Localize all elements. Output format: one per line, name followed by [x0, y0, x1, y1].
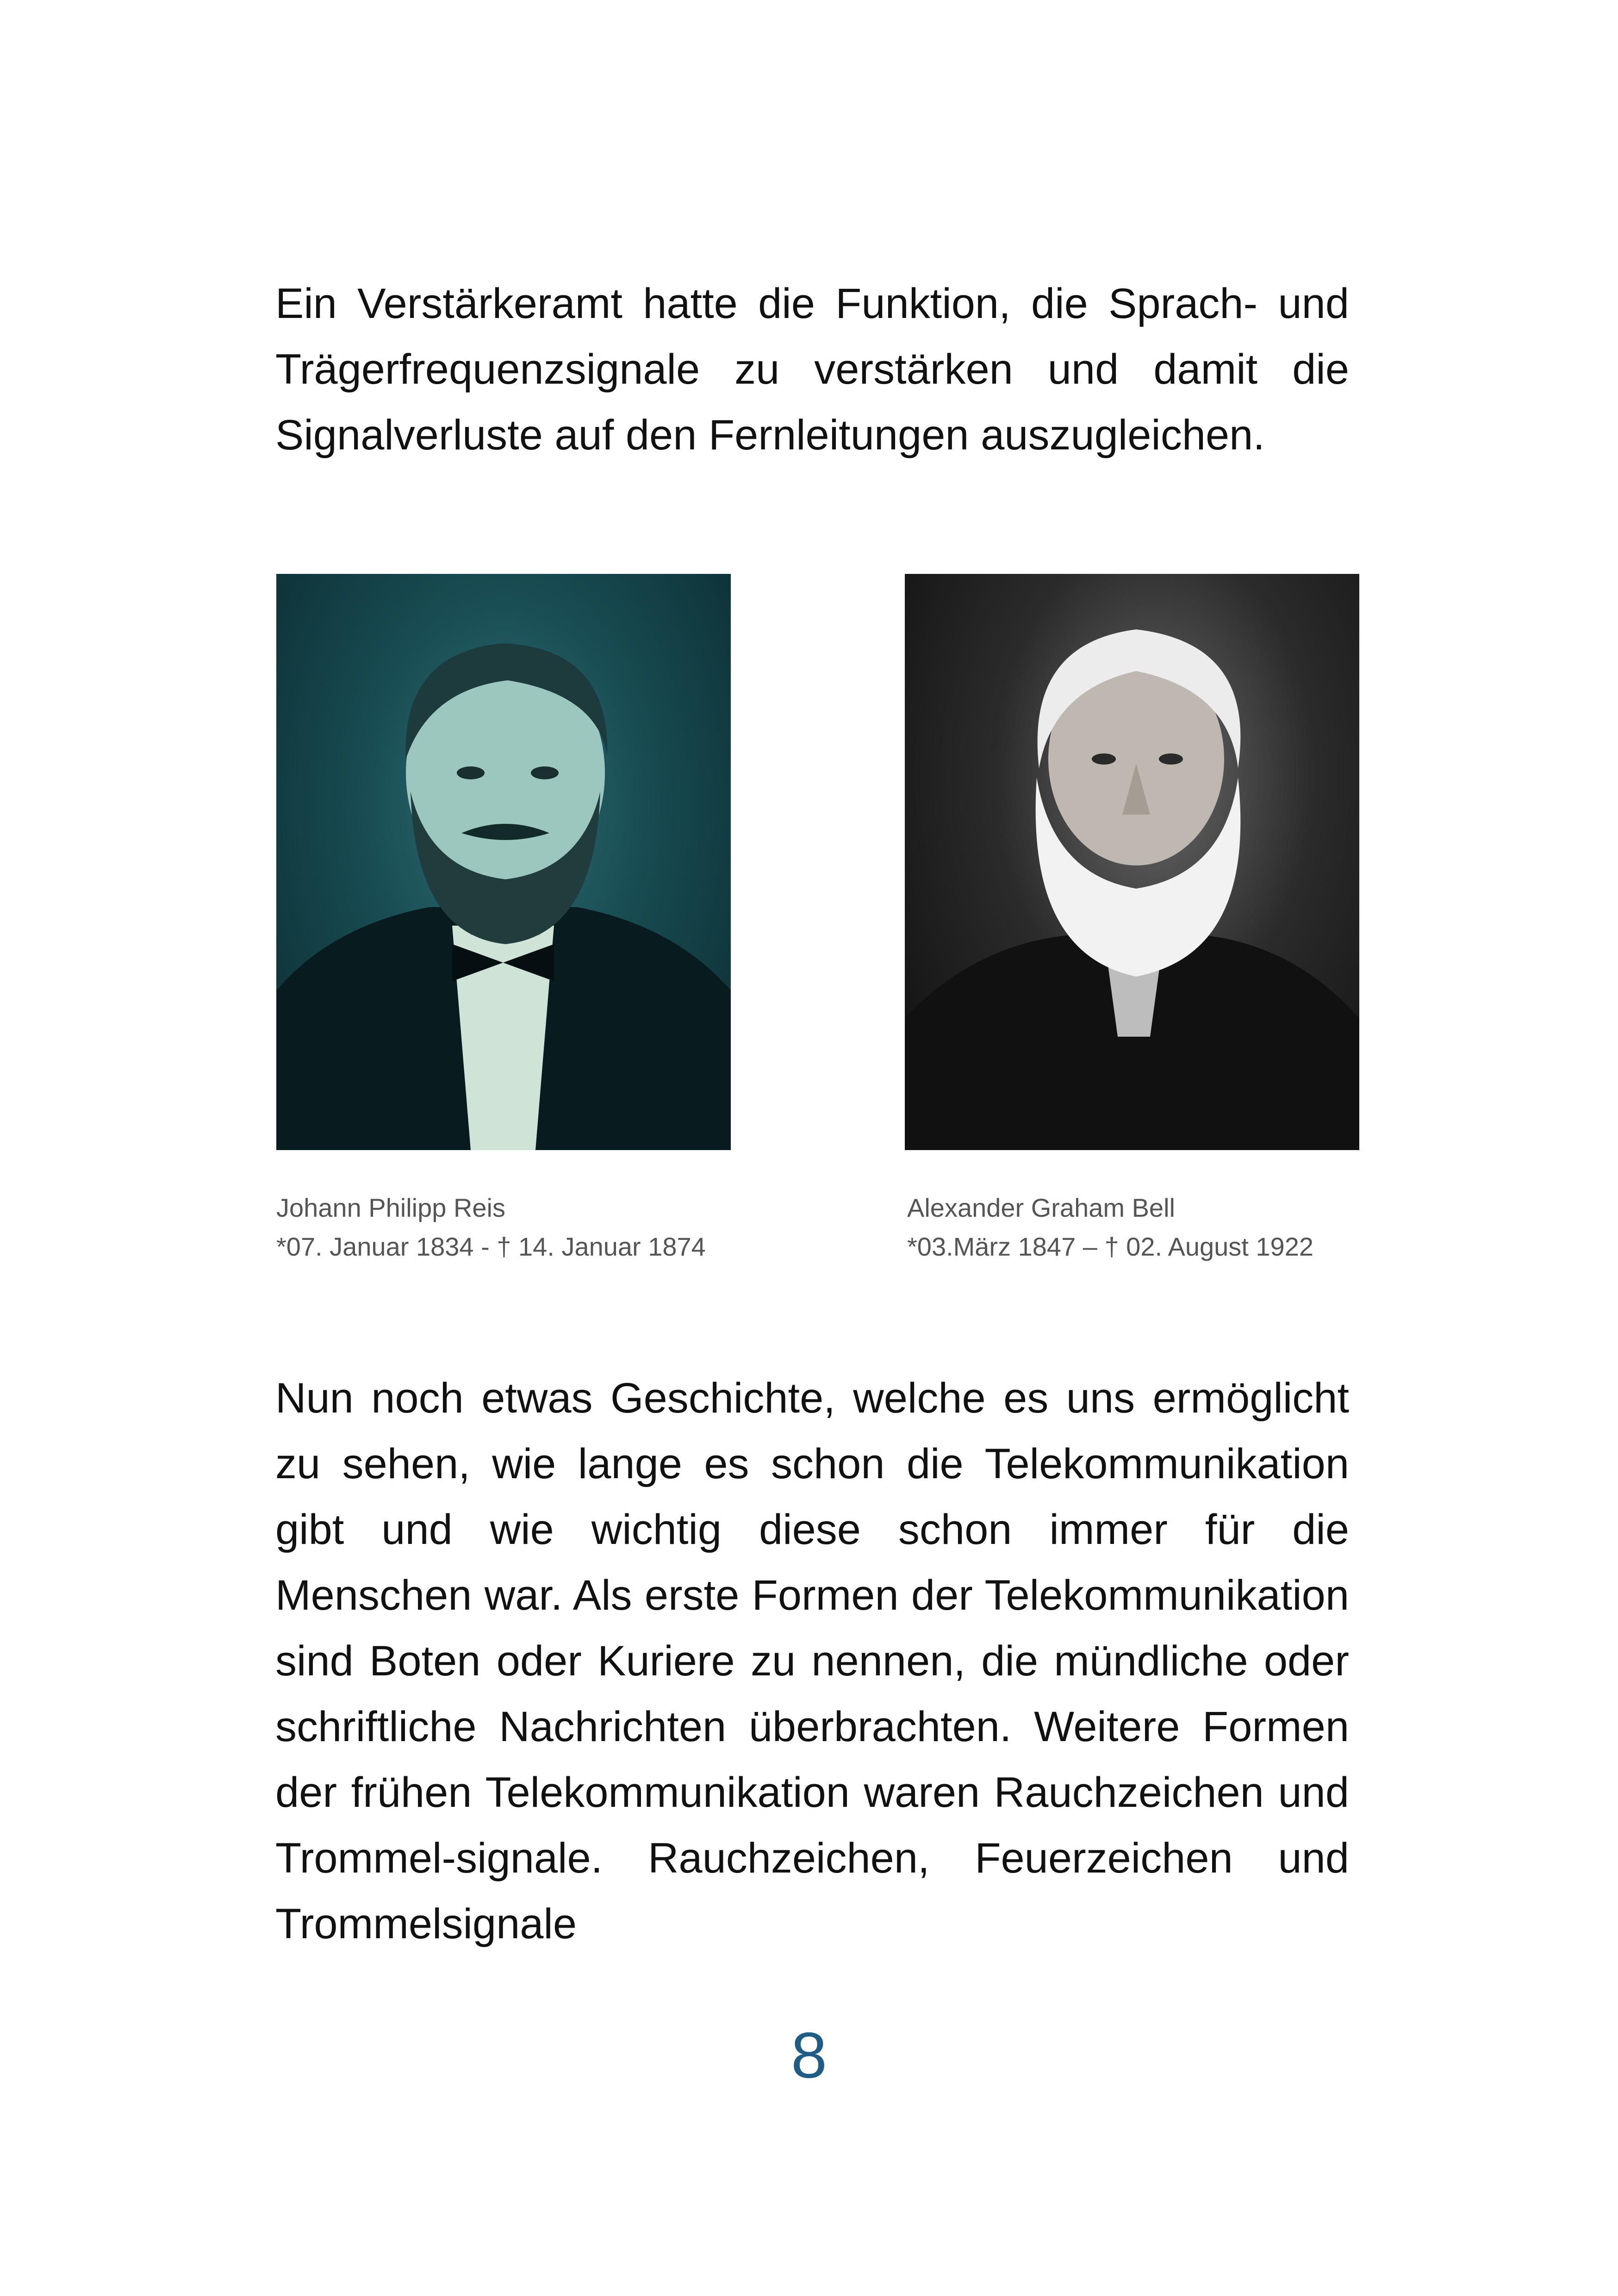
portrait-bell-illustration — [905, 574, 1359, 1150]
caption-bell-name: Alexander Graham Bell — [907, 1193, 1175, 1222]
caption-reis-name: Johann Philipp Reis — [276, 1193, 505, 1222]
page-number: 8 — [791, 2019, 827, 2091]
paragraph-bottom: Nun noch etwas Geschichte, welche es uns ermöglicht zu sehen, wie lange es schon die Telekommunikation gibt und wie wichtig diese schon immer für die Menschen war. Als erste Formen der Telekommunikation sind Boten oder Kuriere zu nennen, die mündliche oder schriftliche Nachrichten überbrachten. Weitere Formen der frühen Telekommunikation waren Rauchzeichen und Trommel-signale. Rauchzeichen, Feuerzeichen und Trommelsignale — [275, 1375, 1349, 1948]
portrait-reis-illustration — [276, 574, 731, 1150]
portrait-alexander-graham-bell — [905, 574, 1359, 1150]
caption-bell — [907, 1188, 1313, 1266]
paragraph-top: Ein Verstärkeramt hatte die Funktion, die Sprach- und Trägerfrequenzsignale zu verstärken und damit die Signalverluste auf den Fernleitungen auszugleichen. — [275, 280, 1349, 459]
caption-reis — [276, 1188, 706, 1266]
portrait-johann-philipp-reis — [276, 574, 731, 1150]
caption-reis-dates: *07. Januar 1834 - † 14. Januar 1874 — [276, 1232, 706, 1261]
caption-bell-dates: *03.März 1847 – † 02. August 1922 — [907, 1232, 1313, 1261]
